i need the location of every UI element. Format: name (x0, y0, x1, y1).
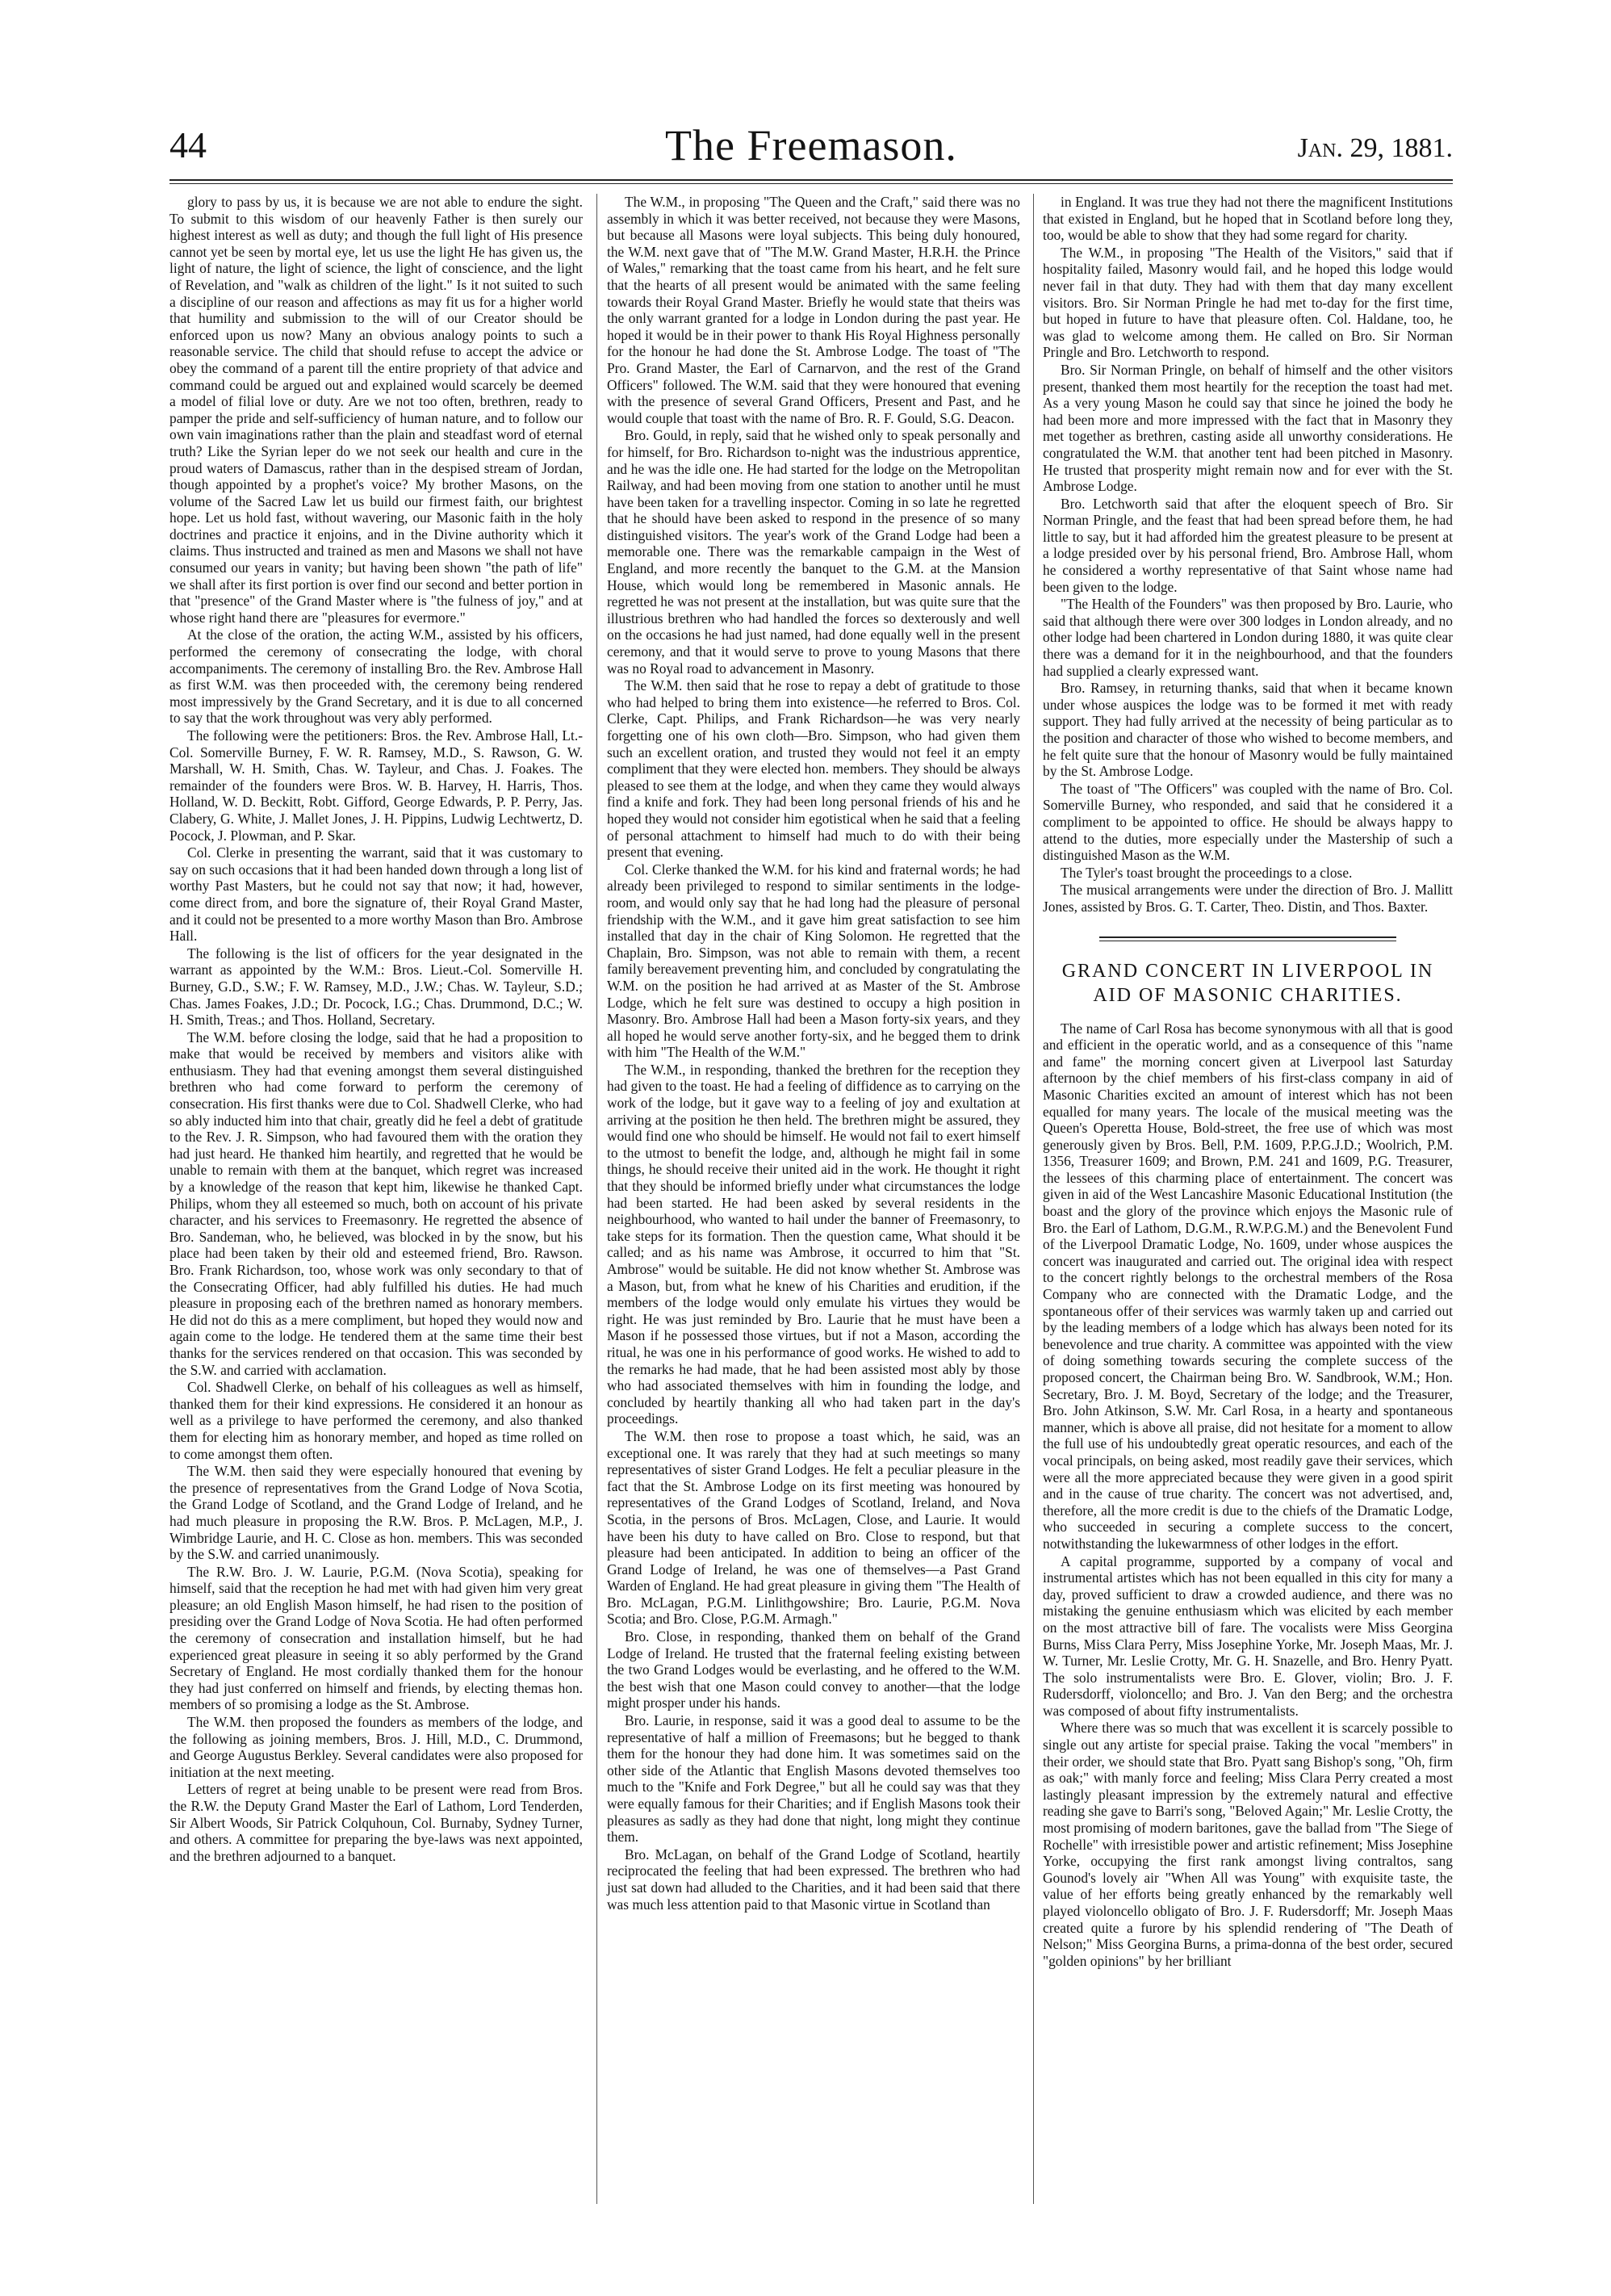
paragraph: The Tyler's toast brought the proceedings to a close. (1061, 864, 1353, 881)
masthead-title: The Freemason. (665, 121, 957, 170)
paragraph: The musical arrangements were under the direction of Bro. J. Mallitt Jones, assisted by Bros. G. T. Carter, Theo. Distin, and Thos. Baxter. (1043, 882, 1453, 915)
column-divider (596, 194, 597, 2204)
column-1 (169, 194, 583, 1864)
paragraph: The W.M. then rose to propose a toast which, he said, was an exceptional one. It was rarely that they had at such meetings so many representatives of sister Grand Lodges. He felt a peculiar pleasure in the fact that the St. Ambrose Lodge on its first meeting was honoured by representatives of the Grand Lodges of Scotland, Ireland, and Nova Scotia, in the persons of Bros. McLagen, Close, and Laurie. It would have been his duty to have called on Bro. Close to respond, but that pleasure had been anticipated. In addition to being an officer of the Grand Lodge of Ireland, he was one of themselves—a Past Grand Warden of England. He had great pleasure in giving them "The Health of Bro. McLagan, P.G.M. Linlithgowshire; Bro. Laurie, P.G.M. Nova Scotia; and Bro. Close, P.G.M. Armagh." (607, 1427, 1020, 1628)
paragraph: Bro. Ramsey, in returning thanks, said that when it became known under whose auspices the lodge was to be formed it met with ready support. They had fully arrived at the necessity of being particular as to the position and character of those who wished to become members, and he felt quite sure that the honour of Masonry would be fully maintained by the St. Ambrose Lodge. (1043, 680, 1453, 780)
column-2 (607, 194, 1020, 1913)
header-rule-thin (169, 183, 1453, 184)
paragraph: The W.M., in proposing "The Health of the Visitors," said that if hospitality failed, Masonry would fail, and he hoped this lodge would never fail in that duty. They had with them that day many excellent visitors. Bro. Sir Norman Pringle he had met to-day for the first time, but hoped in future to have that pleasure often. Col. Haldane, too, he was glad to welcome among them. He called on Bro. Sir Norman Pringle and Bro. Letchworth to respond. (1043, 244, 1453, 361)
header-rule (169, 179, 1453, 181)
paragraph: Col. Clerke thanked the W.M. for his kind and fraternal words; he had already been privileged to respond to similar sentiments in the lodge-room, and would only say that he had long had the pleasure of personal friendship with the W.M., and it gave him great satisfaction to see him installed that day in the chair of King Solomon. He regretted that the Chaplain, Bro. Simpson, was not able to remain with them, a recent family bereavement preventing him, and concluded by congratulating the W.M. on the position he had arrived at as Master of the St. Ambrose Lodge, which he felt sure was destined to occupy a high position in Masonry. Bro. Ambrose Hall had been a Mason forty-six years, and they all hoped he would serve another forty-six, and he begged them to drink with him "The Health of the W.M." (607, 861, 1020, 1061)
paragraph: Bro. Laurie, in response, said it was a good deal to assume to be the representative of half a million of Freemasons; but he begged to thank them for the honour they had done him. It was sometimes said on the other side of the Atlantic that English Masons devoted themselves too much to the "Knife and Fork Degree," but all he could say was that they were equally famous for their Charities; and if English Masons took their pleasures as sadly as they had done that night, long might they continue them. (607, 1712, 1020, 1846)
page-header (169, 121, 1453, 182)
paragraph: The W.M. before closing the lodge, said that he had a proposition to make that would be received by members and visitors alike with enthusiasm. They had that evening amongst them several distinguished brethren who had come forward to perform the ceremony of consecration. His first thanks were due to Col. Shadwell Clerke, who had so ably inducted him into that chair, greatly did he feel a debt of gratitude to the Rev. J. R. Simpson, who had favoured them with the oration they had just heard. He thanked him heartily, and regretted that he would be unable to remain with them at the banquet, which regret was increased by a knowledge of the reason that kept him, likewise he thanked Capt. Philips, whom they all esteemed so much, both on account of his private character, and his services to Freemasonry. He regretted the absence of Bro. Sandeman, who, he believed, was blocked in by the snow, but his place had been taken by their old and esteemed friend, Bro. Rawson. Bro. Frank Richardson, too, whose work was only secondary to that of the Consecrating Officer, had ably fulfilled his duties. He had much pleasure in proposing each of the brethren named as honorary members. He did not do this as a mere compliment, but hoped they would now and again come to the lodge. He tendered them at the same time their best thanks for the services rendered on that occasion. This was seconded by the S.W. and carried with acclamation. (169, 1029, 583, 1378)
paragraph: Col. Shadwell Clerke, on behalf of his colleagues as well as himself, thanked them for their kind expressions. He considered it an honour as well as a privilege to have performed the ceremony, and also thanked them for electing him as honorary member, and hoped as time rolled on to come amongst them often. (169, 1379, 583, 1462)
paragraph: Col. Clerke in presenting the warrant, said that it was customary to say on such occasions that it had been handed down through a long list of worthy Past Masters, but he could not say that now; it had, however, come direct from, and bore the signature of, their Royal Grand Master, and it could not be presented to a more worthy Mason than Bro. Ambrose Hall. (169, 844, 583, 945)
paragraph: The W.M. then said that he rose to repay a debt of gratitude to those who had helped to bring them into existence—he referred to Bros. Col. Clerke, Capt. Philips, and Frank Richardson—he was very nearly forgetting one of his own cloth—Bro. Simpson, who had given them such an excellent oration, and trusted they would not feel it an empty compliment that they were elected hon. members. They should be always pleased to see them at the lodge, and when they came they would always find a knife and fork. They had been long personal friends of his and he hoped they would not consider him egotistical when he said that a feeling of personal attachment to himself had much to do with their being present that evening. (607, 677, 1020, 861)
paragraph: Letters of regret at being unable to be present were read from Bros. the R.W. the Deputy Grand Master the Earl of Lathom, Lord Tenderden, Sir Albert Woods, Sir Patrick Colquhoun, Col. Burnaby, Sydney Turner, and others. A committee for preparing the bye-laws was next appointed, and the brethren adjourned to a banquet. (169, 1781, 583, 1864)
paragraph: Bro. Letchworth said that after the eloquent speech of Bro. Sir Norman Pringle, and the feast that had been spread before them, he had little to say, but it had afforded him the greatest pleasure to be present at a lodge presided over by his personal friend, Bro. Ambrose Hall, whom he considered a worthy representative of that Saint whose name had been given to the lodge. (1043, 495, 1453, 595)
paragraph: The W.M. then said they were especially honoured that evening by the presence of representatives from the Grand Lodge of Nova Scotia, the Grand Lodge of Scotland, and the Grand Lodge of Ireland, and he had much pleasure in proposing the R.W. Bros. P. McLagen, M.P., J. Wimbridge Laurie, and H. C. Close as hon. members. This was seconded by the S.W. and carried unanimously. (169, 1463, 583, 1563)
column-3 (1043, 194, 1453, 1969)
page-number: 44 (169, 124, 207, 165)
column-divider (1033, 194, 1034, 2204)
paragraph: Bro. Gould, in reply, said that he wished only to speak personally and for himself, for Bro. Richardson to-night was the industrious apprentice, and he was the idle one. He had started for the lodge on the Metropolitan Railway, and had been moving from one station to another until he must have been taken for a travelling inspector. Coming in so late he regretted that he should have been asked to respond in the presence of so many distinguished visitors. The year's work of the Grand Lodge had been a memorable one. There was the remarkable campaign in the West of England, and more recently the banquet to the G.M. at the Mansion House, which would long be remembered in Masonic annals. He regretted he was not present at the installation, but was quite sure that the illustrious brethren who had handled the forces so dexterously and well on the occasions he had just named, had done equally well in the present ceremony, and that it would serve to prove to young Masons that there was no Royal road to advancement in Masonry. (607, 427, 1020, 677)
paragraph: Bro. Sir Norman Pringle, on behalf of himself and the other visitors present, thanked them most heartily for the reception the toast had met. As a very young Mason he could say that since he joined the body he had been more and more impressed with the fact that in Masonry they met together as brethren, casting aside all unworthy considerations. He congratulated the W.M. that another tent had been pitched in Masonry. He trusted that prosperity might remain now and for ever with the St. Ambrose Lodge. (1043, 361, 1453, 495)
paragraph: The W.M. then proposed the founders as members of the lodge, and the following as joining members, Bros. J. Hill, M.D., C. Drummond, and George Augustus Berkley. Several candidates were also proposed for initiation at the next meeting. (169, 1714, 583, 1780)
paragraph: The W.M., in proposing "The Queen and the Craft," said there was no assembly in which it was better received, not because they were Masons, but because all Masons were loyal subjects. This being duly honoured, the W.M. next gave that of "The M.W. Grand Master, H.R.H. the Prince of Wales," remarking that the toast came from his heart, and he felt sure that the hearts of all present would be animated with the same feeling towards their Royal Grand Master. Briefly he would state that theirs was the only warrant granted for a lodge in London during the past year. He hoped it would be in their power to thank His Royal Highness personally for the honour he had done the St. Ambrose Lodge. The toast of "The Pro. Grand Master, the Earl of Carnarvon, and the rest of the Grand Officers" followed. The W.M. said that they were honoured that evening with the presence of several Grand Officers, Present and Past, and he would couple that toast with the name of Bro. R. F. Gould, S.G. Deacon. (607, 194, 1020, 426)
paragraph: The R.W. Bro. J. W. Laurie, P.G.M. (Nova Scotia), speaking for himself, said that the reception he had met with had given him very great pleasure; an old English Mason himself, he had risen to the position of presiding over the Grand Lodge of Nova Scotia. He had often performed the ceremony of consecration and installation himself, but he had experienced great pleasure in seeing it so ably performed by the Grand Secretary of England. He most cordially thanked them for the honour they had just conferred on himself and friends, by electing themas hon. members of so promising a lodge as the St. Ambrose. (169, 1563, 583, 1713)
paragraph: The toast of "The Officers" was coupled with the name of Bro. Col. Somerville Burney, who responded, and said that he considered it a compliment to be appointed to office. He should be always happy to attend to the duties, more especially under the Mastership of such a distinguished Mason as the W.M. (1043, 780, 1453, 864)
paragraph: At the close of the oration, the acting W.M., assisted by his officers, performed the ceremony of consecrating the lodge, with choral accompaniments. The ceremony of installing Bro. the Rev. Ambrose Hall as first W.M. was then proceeded with, the ceremony being rendered most impressively by the Grand Secretary, and it is due to all concerned to say that the work throughout was very ably performed. (169, 626, 583, 727)
section-heading (1043, 959, 1453, 1008)
paragraph: glory to pass by us, it is because we are not able to endure the sight. To submit to this wisdom of our heavenly Father is then surely our highest interest as well as duty; and though the full light of His presence cannot yet be seen by mortal eye, let us use the light He has given us, the light of nature, the light of science, the light of conscience, and the light of Revelation, and "walk as children of the light." Is it not suited to such a discipline of our reason and affections as may fit us for a higher world that humility and submission to the will of our Creator should be enforced upon us now? Many an obvious analogy points to such a reasonable service. The child that should refuse to accept the advice or obey the command of a parent till the entire propriety of that advice and command could be argued out and explained would scarcely be deemed a model of filial love or duty. Are we not too often, brethren, ready to pamper the pride and self-sufficiency of human nature, and to follow our own vain imaginations rather than the plain and steadfast word of eternal truth? Like the Syrian leper do we not seek our health and cure in the proud waters of Damascus, rather than in the despised stream of Jordan, though appointed by a prophet's voice? My brother Masons, on the volume of the Sacred Law let us build our firmest faith, our brightest hope. Let us hold fast, without wavering, our Masonic faith in the holy doctrines and practice it enjoins, and in the Divine authority which it claims. Thus instructed and trained as men and Masons we shall not have consumed our years in vanity; but having been shown "the path of life" we shall after its first portion is over find our second and better portion in that "presence" of the Grand Master where is "the fulness of joy," and at whose right hand there are "pleasures for evermore." (169, 194, 583, 626)
paragraph: The following is the list of officers for the year designated in the warrant as appointed by the W.M.: Bros. Lieut.-Col. Somerville H. Burney, G.D., S.W.; F. W. Ramsey, M.D., J.W.; Chas. W. Tayleur, S.D.; Chas. James Foakes, J.D.; Dr. Pocock, I.G.; Chas. Drummond, D.C.; W. H. Smith, Treas.; and Thos. Holland, Secretary. (169, 945, 583, 1029)
paragraph: Bro. McLagan, on behalf of the Grand Lodge of Scotland, heartily reciprocated the feeling that had been expressed. The brethren who had just sat down had alluded to the Charities, and it had been said that there was much less attention paid to that Masonic virtue in Scotland than (607, 1846, 1020, 1913)
paragraph: The W.M., in responding, thanked the brethren for the reception they had given to the toast. He had a feeling of diffidence as to carrying on the work of the lodge, but it gave way to a feeling of joy and exultation at arriving at the position he then held. The brethren might be assured, they would find one who should be himself. He would not fail to exert himself to the utmost to benefit the lodge, and, although he might fail in some things, he should receive their united aid in the work. He thought it right that they should be informed briefly under what circumstances the lodge had been started. He had been asked by several residents in the neighbourhood, who wanted to hail under the banner of Freemasonry, to take steps for its formation. Then the question came, What should it be called; and as his name was Ambrose, it occurred to him that "St. Ambrose" would be suitable. He did not know whether St. Ambrose was a Mason, but, from what he knew of his Charities and erudition, if the members of the lodge would only emulate his virtues they would be right. He was just reminded by Bro. Laurie that he must have been a Mason if he possessed those virtues, but if not a Mason, according the ritual, he was one in his performance of good works. He wished to add to the remarks he had made, that he had been assisted most ably by those who had associated themselves with him in founding the lodge, and concluded by heartily thanking all who had taken part in the day's proceedings. (607, 1061, 1020, 1427)
paragraph: Where there was so much that was excellent it is scarcely possible to single out any artiste for special praise. Taking the vocal "members" in their order, we should state that Bro. Pyatt sang Bishop's song, "Oh, firm as oak;" with manly force and feeling; Miss Clara Perry created a most lastingly pleasant impression by the extremely natural and effective reading she gave to Barri's song, "Beloved Again;" Mr. Leslie Crotty, the most promising of modern baritones, gave the ballad from "The Siege of Rochelle" with irresistible power and artistic refinement; Miss Josephine Yorke, occupying the first rank amongst living contraltos, sang Gounod's lovely air "When All was Young" with exquisite taste, the value of her efforts being greatly enhanced by the remarkably well played violoncello obligato of Bro. J. F. Rudersdorff; Mr. Joseph Maas created quite a furore by his splendid rendering of "The Death of Nelson;" Miss Georgina Burns, a prima-donna of the best order, secured "golden opinions" by her brilliant (1043, 1720, 1453, 1969)
issue-date: Jan. 29, 1881. (1297, 133, 1453, 163)
paragraph: The name of Carl Rosa has become synonymous with all that is good and efficient in the operatic world, and as a consequence of this "name and fame" the morning concert given at Liverpool last Saturday afternoon by the chief members of his first-class company in aid of Masonic Charities excited an amount of interest which has not been equalled for many years. The locale of the musical meeting was the Queen's Operetta House, Bold-street, the free use of which was most generously given by Bros. Bell, P.M. 1609, P.P.G.J.D.; Woolrich, P.M. 1356, Treasurer 1609; and Brown, P.M. 241 and 1609, P.G. Treasurer, the lessees of this charming place of entertainment. The concert was given in aid of the West Lancashire Masonic Educational Institution (the boast and the glory of the province which enjoys the Masonic rule of Bro. the Earl of Lathom, D.G.M., R.W.P.G.M.) and the Benevolent Fund of the Liverpool Dramatic Lodge, No. 1609, under whose auspices the concert was inaugurated and carried out. The original idea with respect to the concert rightly belongs to the orchestral members of the Rosa Company who are connected with the Dramatic Lodge, and the spontaneous offer of their services was warmly taken up and carried out by the leading members of a lodge which has always been noted for its benevolence and true charity. A committee was appointed with the view of doing something towards securing the complete success of the proposed concert, the Chairman being Bro. W. Sandbrook, W.M.; Hon. Secretary, Bro. J. M. Boyd, Secretary of the lodge; and the Treasurer, Bro. John Atkinson, S.W. Mr. Carl Rosa, in a hearty and spontaneous manner, which is above all praise, did not hesitate for a moment to allow the full use of his undoubtedly great operatic resources, and each of the vocal principals, on being asked, most readily gave their services, which were all the more appreciated because they were given in a good spirit and in the cause of true charity. The concert was not advertised, and, therefore, all the more credit is due to the chiefs of the Dramatic Lodge, who succeeded in securing a complete success to the concert, notwithstanding the lukewarmness of other lodges in the effort. (1043, 1020, 1453, 1552)
section-heading-line-2: AID OF MASONIC CHARITIES. (1093, 984, 1403, 1006)
section-divider (1099, 936, 1396, 941)
paragraph: The following were the petitioners: Bros. the Rev. Ambrose Hall, Lt.-Col. Somerville Burney, F. W. R. Ramsey, M.D., S. Rawson, G. W. Marshall, W. H. Smith, Chas. W. Tayleur, and Chas. J. Foakes. The remainder of the founders were Bros. W. B. Harvey, H. Harris, Thos. Holland, W. D. Beckitt, Robt. Gifford, George Edwards, P. P. Perry, Jas. Clabery, G. White, J. Mallet Jones, J. H. Pippins, Ludwig Lechtwertz, D. Pocock, J. Plowman, and P. Skar. (169, 727, 583, 844)
paragraph: A capital programme, supported by a company of vocal and instrumental artistes which has not been equalled in this city for many a day, proved sufficient to draw a crowded audience, and there was no mistaking the genuine enthusiasm which was elicited by each member on the most attractive bill of fare. The vocalists were Miss Georgina Burns, Miss Clara Perry, Miss Josephine Yorke, Mr. Joseph Maas, Mr. J. W. Turner, Mr. Leslie Crotty, Mr. G. H. Snazelle, and Bro. Henry Pyatt. The solo instrumentalists were Bro. E. Glover, violin; Bro. J. F. Rudersdorff, violoncello; and Bro. J. Van den Berg; and the orchestra was composed of about fifty instrumentalists. (1043, 1552, 1453, 1719)
paragraph: "The Health of the Founders" was then proposed by Bro. Laurie, who said that although there were over 300 lodges in London already, and no other lodge had been chartered in London during 1880, it was quite clear there was a demand for it in the neighbourhood, and that the founders had supplied a clearly expressed want. (1043, 596, 1453, 679)
paragraph: in England. It was true they had not there the magnificent Institutions that existed in England, but he hoped that in Scotland before long they, too, would be able to show that they had some regard for charity. (1043, 194, 1453, 244)
section-heading-line-1: GRAND CONCERT IN LIVERPOOL IN (1061, 960, 1434, 982)
paragraph: Bro. Close, in responding, thanked them on behalf of the Grand Lodge of Ireland. He trusted that the fraternal feeling existing between the two Grand Lodges would be everlasting, and he offered to the W.M. the best wish that one Mason could convey to another—that the lodge might prosper under his hands. (607, 1628, 1020, 1712)
